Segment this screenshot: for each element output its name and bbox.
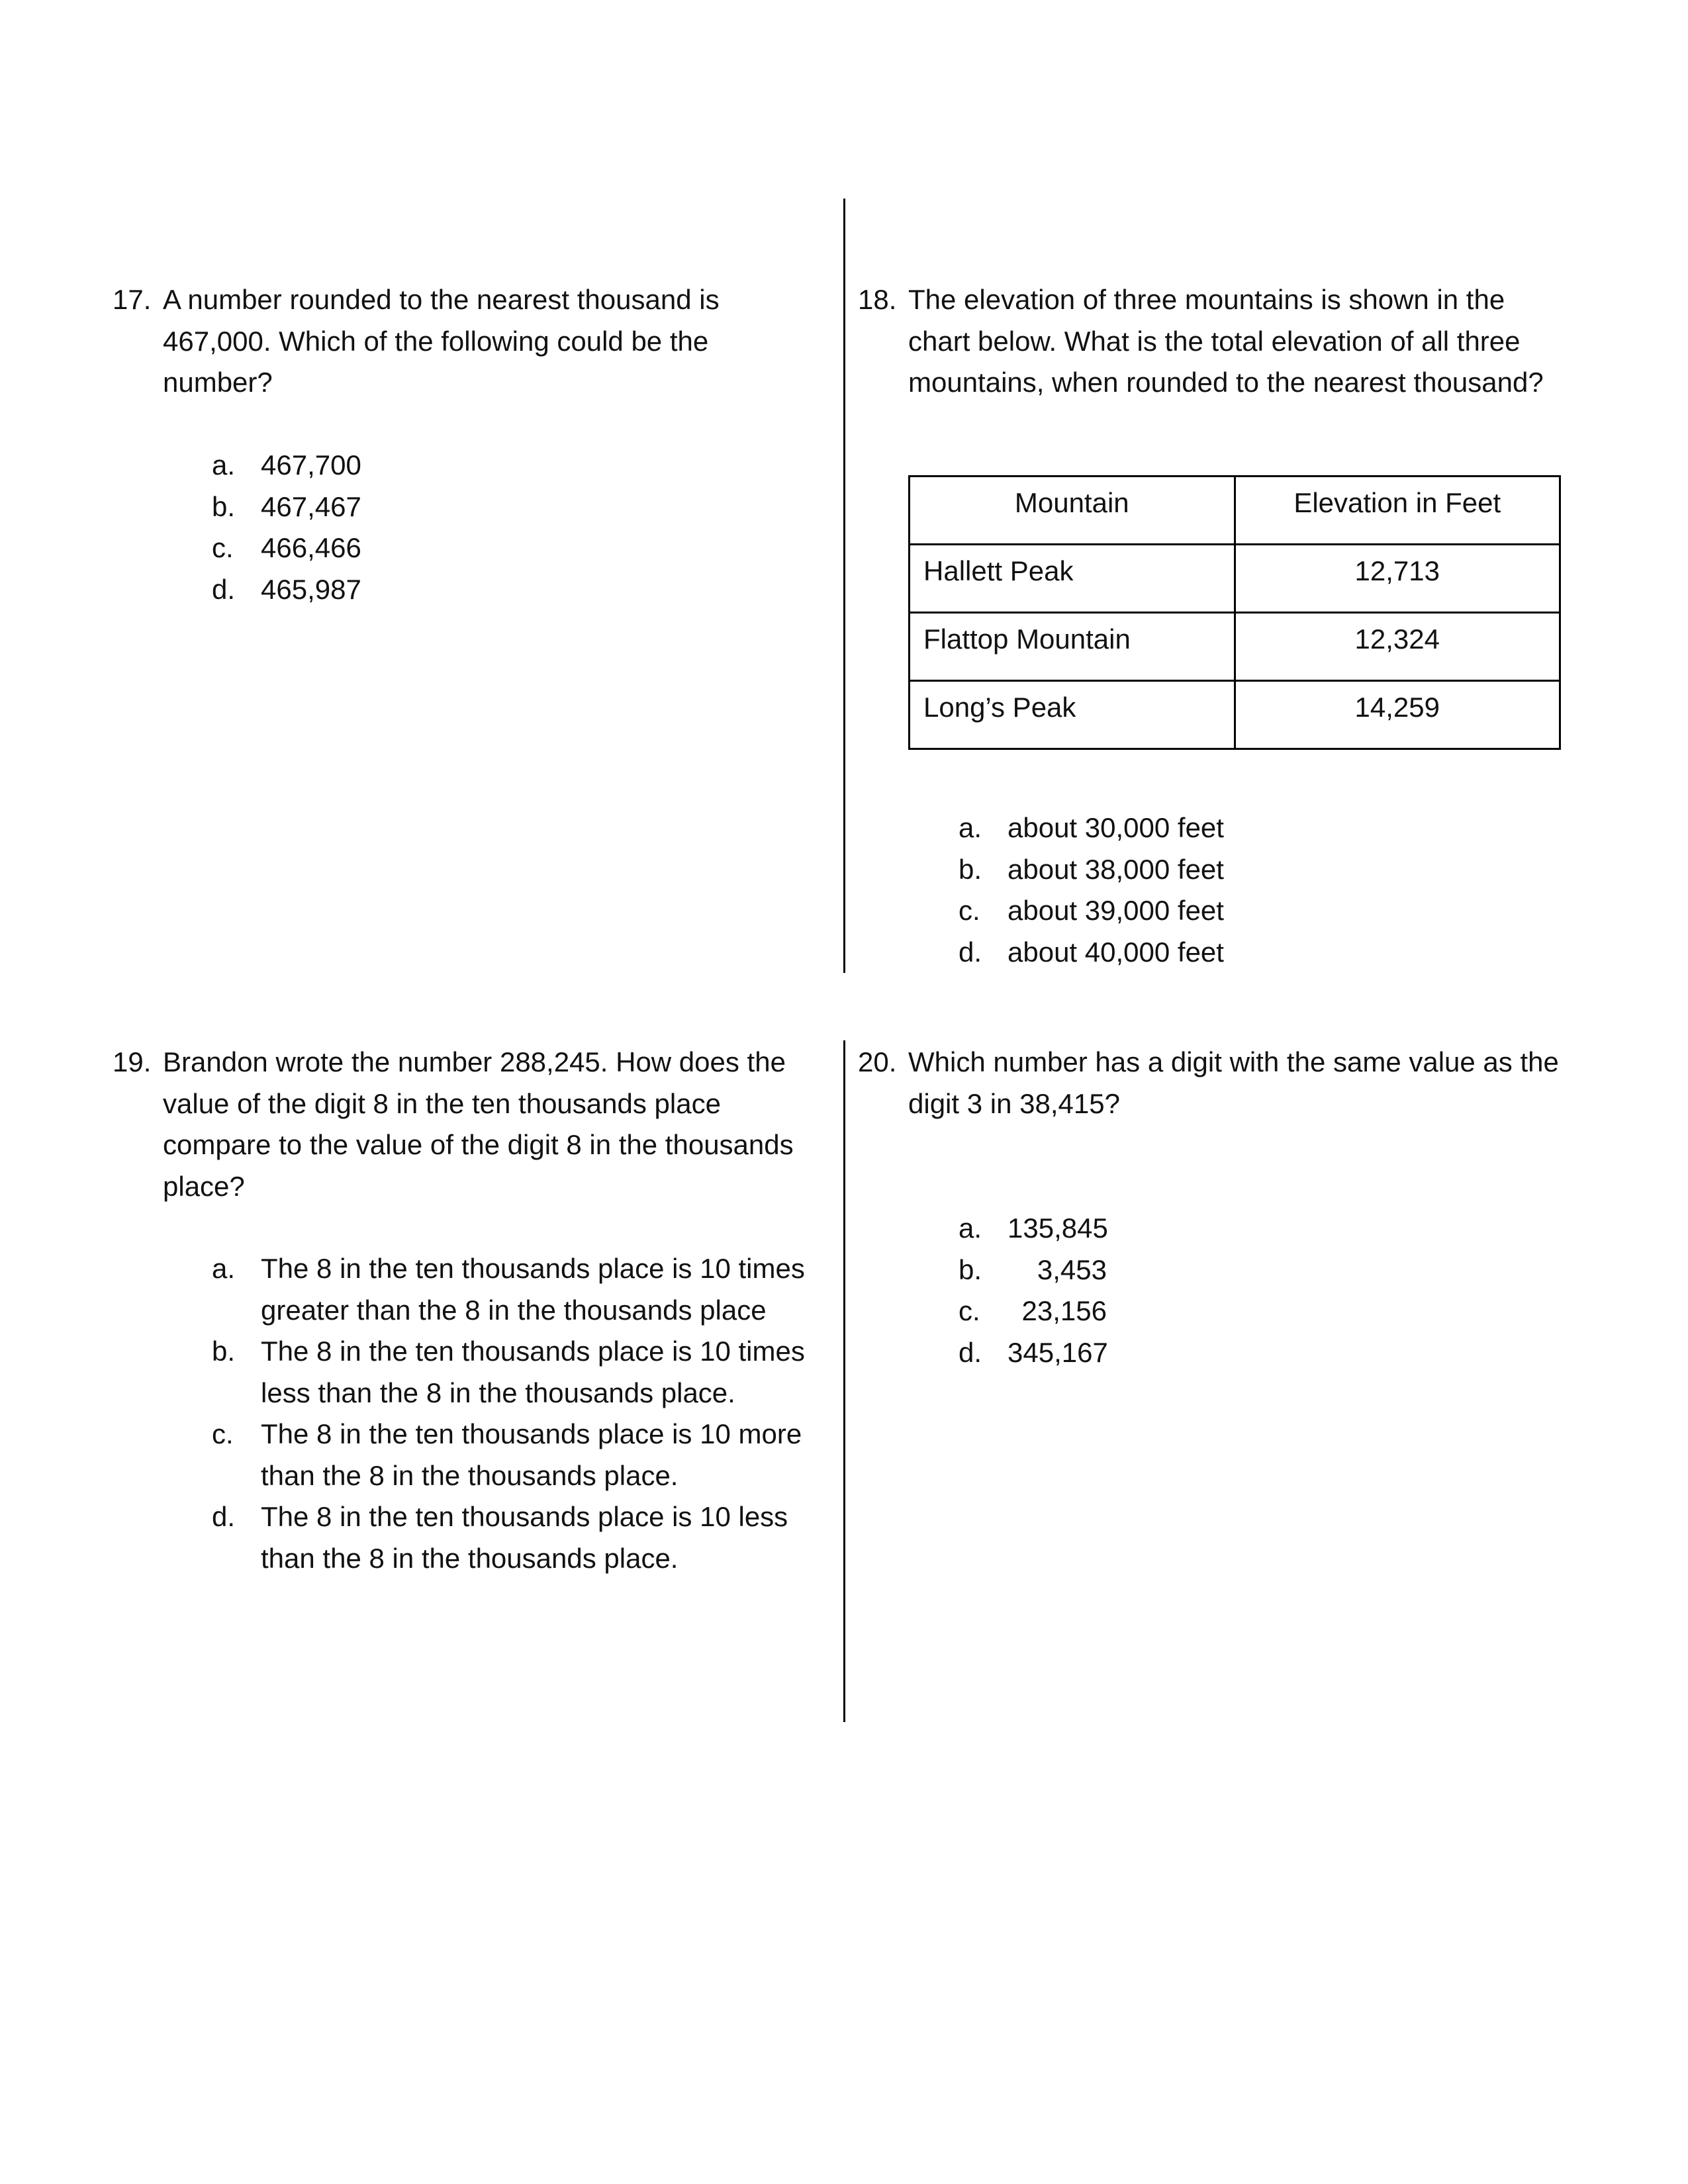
column-divider-top: [843, 199, 845, 973]
table-row: [910, 545, 1560, 613]
question-19: [113, 1042, 834, 1207]
question-text: A number rounded to the nearest thousand is 467,000. Which of the following could be the number?: [163, 284, 720, 398]
choice-b[interactable]: b. about 38,000 feet: [959, 853, 1224, 885]
question-number: 20.: [858, 1046, 897, 1077]
mountain-elevation-table: [908, 475, 1561, 750]
table-cell-elevation: 12,324: [1235, 613, 1560, 681]
question-number: 19.: [113, 1046, 152, 1077]
question-18: [858, 279, 1652, 405]
choice-a[interactable]: a. The 8 in the ten thousands place is 10 times greater than the 8 in the thousands place: [212, 1253, 805, 1326]
choice-a[interactable]: a. about 30,000 feet: [959, 812, 1224, 843]
table-header-mountain: Mountain: [910, 477, 1235, 545]
choice-c[interactable]: c. about 39,000 feet: [959, 895, 1224, 926]
table-cell-mountain: Flattop Mountain: [910, 613, 1235, 681]
choice-c[interactable]: c. 466,466: [212, 532, 361, 563]
table-row: [910, 613, 1560, 681]
choice-d[interactable]: d. 345,167: [959, 1336, 1108, 1368]
question-17: [113, 279, 827, 405]
answer-choices-18: [959, 807, 1422, 973]
answer-choices-19: [212, 1248, 834, 1579]
choice-c[interactable]: c. The 8 in the ten thousands place is 10 more than the 8 in the thousands place.: [212, 1418, 802, 1491]
question-number: 17.: [113, 284, 152, 315]
table-header-row: [910, 477, 1560, 545]
table-cell-elevation: 12,713: [1235, 545, 1560, 613]
question-20: [858, 1042, 1652, 1128]
choice-a[interactable]: a. 135,845: [959, 1212, 1108, 1244]
column-divider-bottom: [843, 1040, 845, 1722]
choice-b[interactable]: b. The 8 in the ten thousands place is 10 times less than the 8 in the thousands place.: [212, 1336, 805, 1408]
choice-b[interactable]: b. 467,467: [212, 490, 361, 522]
choice-b[interactable]: b. 3,453: [959, 1253, 1107, 1285]
answer-choices-20: [959, 1208, 1223, 1373]
table-header-elevation: Elevation in Feet: [1235, 477, 1560, 545]
question-number: 18.: [858, 284, 897, 315]
choice-d[interactable]: d. about 40,000 feet: [959, 936, 1224, 968]
question-text: Brandon wrote the number 288,245. How does the value of the digit 8 in the ten thousands place compare to the value of the digit 8 in the thousands place?: [163, 1046, 794, 1202]
table-cell-mountain: Hallett Peak: [910, 545, 1235, 613]
question-text: Which number has a digit with the same value as the digit 3 in 38,415?: [908, 1046, 1559, 1119]
choice-a[interactable]: a. 467,700: [212, 449, 361, 480]
table-cell-elevation: 14,259: [1235, 681, 1560, 749]
choice-c[interactable]: c. 23,156: [959, 1295, 1107, 1326]
question-text: The elevation of three mountains is shown in the chart below. What is the total elevation of all three mountains, when rounded to the nearest thousand?: [908, 284, 1544, 398]
answer-choices-17: [212, 445, 543, 610]
choice-d[interactable]: d. The 8 in the ten thousands place is 10 less than the 8 in the thousands place.: [212, 1501, 788, 1574]
choice-d[interactable]: d. 465,987: [212, 573, 361, 605]
table-row: [910, 681, 1560, 749]
table-cell-mountain: Long’s Peak: [910, 681, 1235, 749]
